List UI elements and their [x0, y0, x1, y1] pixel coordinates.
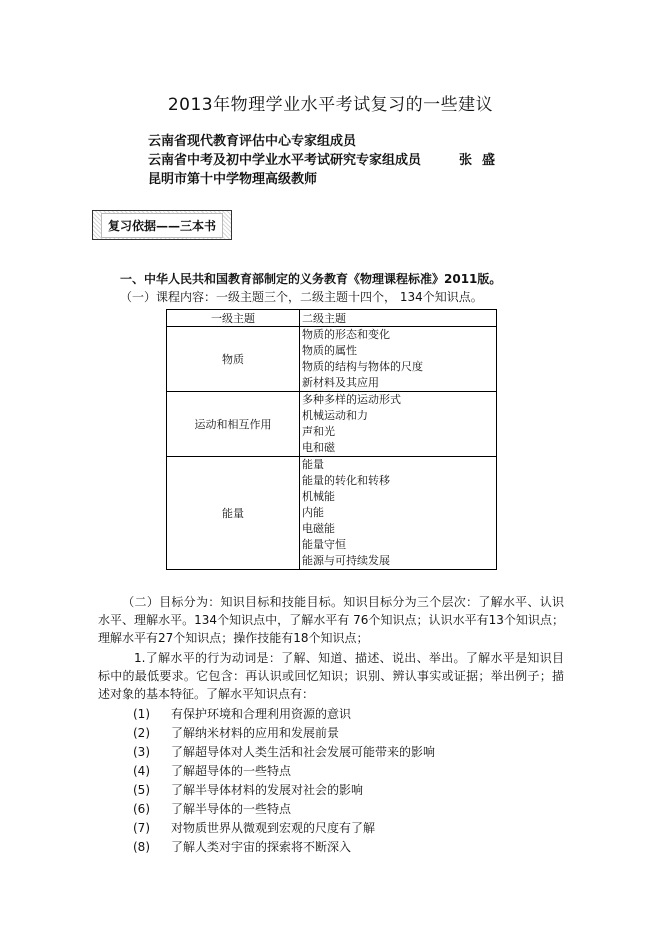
list-item — [133, 819, 435, 838]
list-item-number: (3) — [133, 745, 150, 759]
list-item — [133, 838, 435, 857]
secondary-topic: 电和磁 — [302, 441, 335, 454]
review-basis-badge — [92, 210, 232, 240]
list-item-text: 对物质世界从微观到宏观的尺度有了解 — [171, 821, 376, 835]
secondary-topic: 新材料及其应用 — [302, 376, 379, 389]
review-basis-label: 复习依据——三本书 — [101, 213, 223, 238]
author-affiliation-3: 昆明市第十中学物理高级教师 — [148, 172, 318, 187]
table-header-row — [167, 310, 497, 327]
secondary-topic: 物质的形态和变化 — [302, 328, 390, 341]
secondary-topic: 物质的结构与物体的尺度 — [302, 360, 423, 373]
secondary-topic: 内能 — [302, 506, 324, 519]
author-affiliation-2-text: 云南省中考及初中学业水平考试研究专家组成员 — [148, 153, 422, 168]
table-cell-primary: 物质 — [167, 327, 300, 392]
goals-text: （二）目标分为：知识目标和技能目标。知识目标分为三个层次：了解水平、认识水平、理解水平。134个知识点中，了解水平有 76个知识点；认识水平有13个知识点；理解水平有27个知识点；操作技能有18个知识点； — [98, 595, 564, 645]
secondary-topic: 能量守恒 — [302, 538, 346, 551]
list-item-number: (1) — [133, 707, 150, 721]
list-item-text: 了解人类对宇宙的探索将不断深入 — [171, 840, 352, 854]
author-affiliation-2 — [148, 151, 505, 170]
goals-paragraph — [98, 593, 564, 647]
understanding-text: 1.了解水平的行为动词是：了解、知道、描述、说出、举出。了解水平是知识目标中的最低要求。它包含：再认识或回忆知识；识别、辨认事实或证据；举出例子；描述对象的基本特征。了解水平知识点有： — [98, 651, 564, 701]
knowledge-point-list — [133, 705, 435, 857]
list-item — [133, 781, 435, 800]
secondary-topic: 物质的属性 — [302, 344, 357, 357]
understanding-paragraph — [98, 649, 564, 703]
list-item — [133, 762, 435, 781]
list-item-text: 了解超导体的一些特点 — [171, 764, 292, 778]
document-title: 2013年物理学业水平考试复习的一些建议 — [167, 95, 494, 115]
secondary-topic: 电磁能 — [302, 522, 335, 535]
table-cell-primary: 能量 — [167, 457, 300, 570]
secondary-topic: 声和光 — [302, 425, 335, 438]
secondary-topic: 能源与可持续发展 — [302, 554, 390, 567]
author-affiliation-1: 云南省现代教育评估中心专家组成员 — [148, 134, 357, 149]
secondary-topic: 机械能 — [302, 490, 335, 503]
secondary-topic: 多种多样的运动形式 — [302, 393, 401, 406]
table-cell-secondary — [300, 327, 497, 392]
list-item-text: 了解半导体的一些特点 — [171, 802, 292, 816]
list-item — [133, 724, 435, 743]
list-item-text: 有保护环境和合理利用资源的意识 — [171, 707, 352, 721]
list-item-number: (7) — [133, 821, 150, 835]
secondary-topic: 能量 — [302, 458, 324, 471]
list-item-text: 了解超导体对人类生活和社会发展可能带来的影响 — [171, 745, 436, 759]
topics-table — [166, 309, 497, 570]
list-item — [133, 800, 435, 819]
author-block — [148, 132, 505, 189]
table-cell-secondary — [300, 457, 497, 570]
author-name: 张盛 — [459, 153, 506, 168]
secondary-topic: 能量的转化和转移 — [302, 474, 390, 487]
list-item-number: (4) — [133, 764, 150, 778]
table-row — [167, 457, 497, 570]
table-cell-primary: 运动和相互作用 — [167, 392, 300, 457]
list-item-number: (6) — [133, 802, 150, 816]
secondary-topic: 机械运动和力 — [302, 409, 368, 422]
list-item-number: (5) — [133, 783, 150, 797]
table-row — [167, 327, 497, 392]
list-item-text: 了解纳米材料的应用和发展前景 — [171, 726, 340, 740]
table-header-primary: 一级主题 — [167, 310, 300, 327]
list-item — [133, 743, 435, 762]
table-row — [167, 392, 497, 457]
list-item-text: 了解半导体材料的发展对社会的影响 — [171, 783, 364, 797]
list-item — [133, 705, 435, 724]
section-title: 一、中华人民共和国教育部制定的义务教育《物理课程标准》2011版。 — [120, 272, 502, 286]
table-header-secondary: 二级主题 — [300, 310, 497, 327]
section-subtitle: （一）课程内容：一级主题三个，二级主题十四个， 134个知识点。 — [120, 290, 483, 304]
list-item-number: (8) — [133, 840, 150, 854]
table-cell-secondary — [300, 392, 497, 457]
list-item-number: (2) — [133, 726, 150, 740]
